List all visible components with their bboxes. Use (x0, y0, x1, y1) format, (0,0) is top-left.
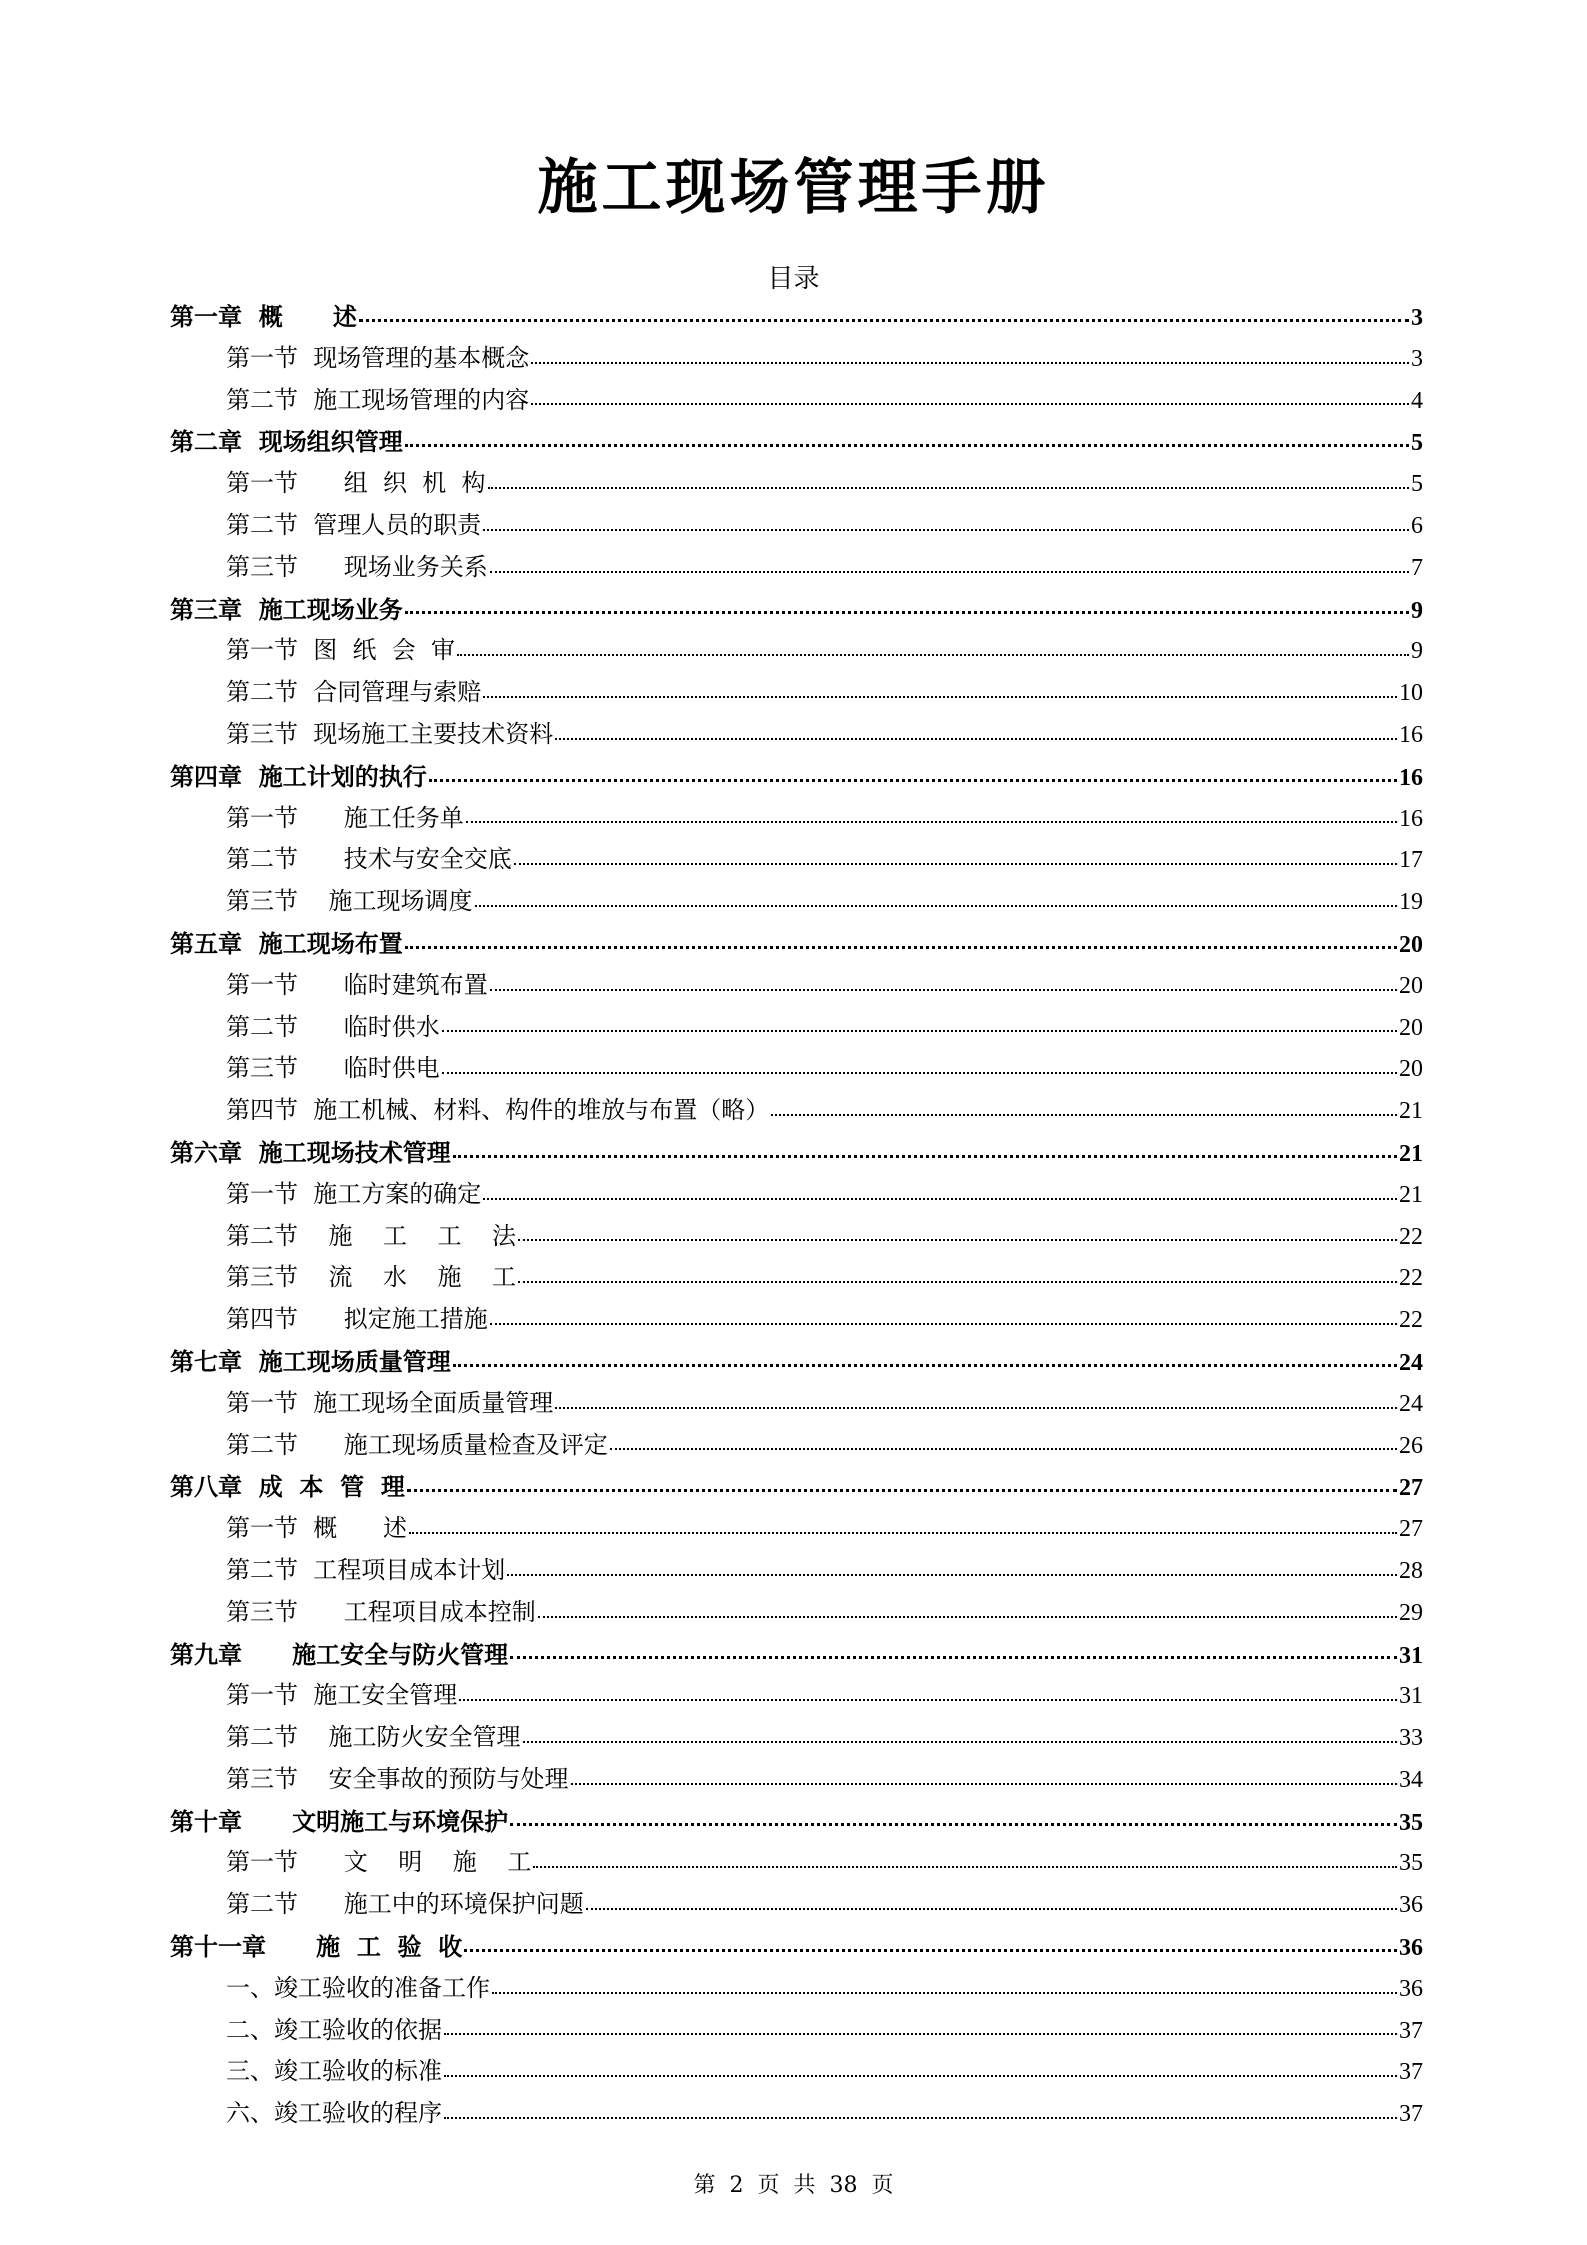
toc-entry-title: 第五章 施工现场布置 (170, 928, 403, 958)
toc-page-number: 33 (1399, 1725, 1423, 1752)
toc-page-number: 29 (1399, 1599, 1423, 1626)
toc-section-entry[interactable] (170, 1968, 1423, 2010)
toc-page-number: 7 (1411, 554, 1423, 581)
toc-section-entry[interactable] (170, 547, 1423, 589)
toc-entry-title: 第一节 图 纸 会 审 (226, 636, 456, 665)
toc-page-number: 10 (1399, 680, 1423, 707)
toc-section-entry[interactable] (170, 338, 1423, 380)
toc-entry-title: 第三章 施工现场业务 (170, 594, 403, 624)
toc-page-number: 36 (1399, 1935, 1423, 1962)
toc-page-number: 26 (1399, 1432, 1423, 1459)
toc-dot-leader (510, 1656, 1397, 1659)
toc-dot-leader (555, 738, 1397, 740)
page-footer: 第 2 页 共 38 页 (693, 2173, 894, 2198)
toc-entry-title: 第二节 合同管理与索赔 (226, 678, 482, 707)
toc-section-entry[interactable] (170, 1257, 1423, 1299)
toc-chapter-entry[interactable] (170, 1926, 1423, 1968)
toc-chapter-entry[interactable] (170, 1132, 1423, 1174)
toc-section-entry[interactable] (170, 1090, 1423, 1132)
toc-chapter-entry[interactable] (170, 421, 1423, 463)
toc-dot-leader (518, 1281, 1397, 1283)
toc-entry-title: 第九章 施工安全与防火管理 (170, 1639, 509, 1669)
toc-entry-title: 第四章 施工计划的执行 (170, 761, 427, 791)
toc-section-entry[interactable] (170, 672, 1423, 714)
toc-dot-leader (533, 1866, 1397, 1868)
toc-page-number: 36 (1399, 1892, 1423, 1919)
toc-entry-title: 第二节 施工现场管理的内容 (226, 385, 530, 414)
toc-page-number: 3 (1411, 305, 1423, 331)
toc-section-entry[interactable] (170, 1216, 1423, 1258)
toc-section-entry[interactable] (170, 965, 1423, 1007)
toc-entry-title: 第三节 工程项目成本控制 (226, 1597, 536, 1626)
toc-entry-title: 第四节 拟定施工措施 (226, 1305, 488, 1334)
toc-entry-title: 第八章 成 本 管 理 (170, 1472, 405, 1502)
toc-page-number: 21 (1399, 1098, 1423, 1125)
toc-page-number: 20 (1399, 972, 1423, 999)
toc-page-number: 17 (1399, 847, 1423, 874)
toc-entry-title: 第七章 施工现场质量管理 (170, 1346, 451, 1376)
toc-section-entry[interactable] (170, 630, 1423, 672)
toc-section-entry[interactable] (170, 881, 1423, 923)
toc-page-number: 16 (1399, 721, 1423, 748)
toc-section-entry[interactable] (170, 1425, 1423, 1467)
toc-entry-title: 第一节 组 织 机 构 (226, 469, 486, 498)
toc-section-entry[interactable] (170, 380, 1423, 422)
toc-entry-title: 第二节 管理人员的职责 (226, 510, 482, 539)
toc-section-entry[interactable] (170, 1299, 1423, 1341)
toc-dot-leader (488, 487, 1409, 489)
toc-dot-leader (514, 863, 1397, 865)
toc-page-number: 37 (1399, 2017, 1423, 2044)
toc-entry-title: 第二章 现场组织管理 (170, 427, 403, 457)
document-title: 施工现场管理手册 (537, 153, 1050, 223)
toc-chapter-entry[interactable] (170, 1801, 1423, 1843)
toc-page-number: 22 (1399, 1307, 1423, 1334)
toc-section-entry[interactable] (170, 714, 1423, 756)
toc-entry-title: 第一节 临时建筑布置 (226, 970, 488, 999)
table-of-contents (170, 296, 1423, 2135)
toc-page-number: 19 (1399, 889, 1423, 916)
toc-page-number: 34 (1399, 1766, 1423, 1793)
toc-section-entry[interactable] (170, 2010, 1423, 2052)
toc-page-number: 31 (1399, 1683, 1423, 1710)
toc-entry-title: 三、竣工验收的标准 (226, 2057, 442, 2086)
toc-section-entry[interactable] (170, 1383, 1423, 1425)
toc-page-number: 22 (1399, 1223, 1423, 1250)
toc-page-number: 37 (1399, 2101, 1423, 2128)
toc-entry-title: 第二节 技术与安全交底 (226, 845, 512, 874)
toc-dot-leader (475, 905, 1397, 907)
toc-entry-title: 第三节 现场业务关系 (226, 552, 488, 581)
toc-entry-title: 第二节 施工现场质量检查及评定 (226, 1430, 608, 1459)
toc-page-number: 5 (1411, 471, 1423, 498)
toc-entry-title: 第三节 施工现场调度 (226, 887, 473, 916)
toc-dot-leader (442, 1072, 1397, 1074)
toc-section-entry[interactable] (170, 1884, 1423, 1926)
toc-dot-leader (359, 319, 1409, 322)
toc-page-number: 24 (1399, 1349, 1423, 1376)
toc-page-number: 20 (1399, 1056, 1423, 1083)
toc-page-number: 9 (1411, 597, 1423, 624)
toc-entry-title: 第二节 临时供水 (226, 1012, 440, 1041)
toc-entry-title: 第一节 施工任务单 (226, 803, 464, 832)
toc-dot-leader (407, 1489, 1397, 1492)
toc-section-entry[interactable] (170, 1592, 1423, 1634)
toc-dot-leader (490, 1323, 1397, 1325)
toc-page-number: 35 (1399, 1809, 1423, 1836)
toc-dot-leader (466, 821, 1397, 823)
toc-entry-title: 第二节 施工防火安全管理 (226, 1723, 521, 1752)
toc-dot-leader (518, 1239, 1397, 1241)
toc-dot-leader (771, 1114, 1397, 1116)
toc-entry-title: 第四节 施工机械、材料、构件的堆放与布置（略） (226, 1096, 770, 1125)
toc-dot-leader (405, 946, 1397, 949)
toc-page-number: 16 (1399, 764, 1423, 791)
toc-page-number: 22 (1399, 1265, 1423, 1292)
toc-entry-title: 第一节 施工安全管理 (226, 1681, 458, 1710)
toc-entry-title: 第一节 概 述 (226, 1514, 408, 1543)
toc-dot-leader (483, 529, 1409, 531)
toc-dot-leader (483, 1198, 1397, 1200)
toc-dot-leader (444, 2117, 1397, 2119)
toc-dot-leader (405, 611, 1409, 614)
toc-page-number: 21 (1399, 1140, 1423, 1167)
toc-dot-leader (523, 1741, 1397, 1743)
toc-page-number: 20 (1399, 1014, 1423, 1041)
toc-dot-leader (483, 696, 1397, 698)
toc-section-entry[interactable] (170, 798, 1423, 840)
toc-entry-title: 一、竣工验收的准备工作 (226, 1973, 490, 2002)
toc-page-number: 28 (1399, 1557, 1423, 1584)
toc-page-number: 35 (1399, 1850, 1423, 1877)
toc-entry-title: 第一节 文 明 施 工 (226, 1848, 532, 1877)
toc-dot-leader (490, 989, 1397, 991)
toc-entry-title: 第二节 施工中的环境保护问题 (226, 1890, 584, 1919)
toc-chapter-entry[interactable] (170, 1341, 1423, 1383)
toc-entry-title: 第二节 工程项目成本计划 (226, 1555, 506, 1584)
toc-page-number: 6 (1411, 512, 1423, 539)
toc-entry-title: 二、竣工验收的依据 (226, 2015, 442, 2044)
toc-dot-leader (490, 571, 1409, 573)
toc-chapter-entry[interactable] (170, 923, 1423, 965)
toc-page-number: 4 (1411, 387, 1423, 414)
toc-page-number: 5 (1411, 430, 1423, 457)
toc-dot-leader (531, 403, 1409, 405)
toc-section-entry[interactable] (170, 1717, 1423, 1759)
toc-heading: 目录 (767, 264, 820, 294)
toc-entry-title: 第三节 现场施工主要技术资料 (226, 719, 554, 748)
toc-page-number: 20 (1399, 931, 1423, 958)
toc-chapter-entry[interactable] (170, 589, 1423, 631)
toc-page-number: 16 (1399, 805, 1423, 832)
toc-page-number: 27 (1399, 1516, 1423, 1543)
toc-section-entry[interactable] (170, 1508, 1423, 1550)
toc-page-number: 24 (1399, 1390, 1423, 1417)
toc-section-entry[interactable] (170, 839, 1423, 881)
toc-entry-title: 第一节 施工方案的确定 (226, 1179, 482, 1208)
toc-dot-leader (444, 2033, 1397, 2035)
toc-section-entry[interactable] (170, 1842, 1423, 1884)
toc-entry-title: 第一节 现场管理的基本概念 (226, 343, 530, 372)
toc-page-number: 36 (1399, 1975, 1423, 2002)
toc-dot-leader (453, 1364, 1397, 1367)
toc-entry-title: 第三节 临时供电 (226, 1054, 440, 1083)
toc-dot-leader (507, 1574, 1397, 1576)
toc-section-entry[interactable] (170, 1048, 1423, 1090)
toc-dot-leader (444, 2075, 1397, 2077)
toc-entry-title: 第十章 文明施工与环境保护 (170, 1806, 509, 1836)
toc-dot-leader (429, 779, 1397, 782)
toc-dot-leader (453, 1155, 1397, 1158)
toc-page-number: 31 (1399, 1642, 1423, 1669)
toc-section-entry[interactable] (170, 1675, 1423, 1717)
toc-dot-leader (555, 1407, 1397, 1409)
toc-entry-title: 第一节 施工现场全面质量管理 (226, 1388, 554, 1417)
toc-dot-leader (538, 1616, 1397, 1618)
toc-dot-leader (610, 1448, 1397, 1450)
toc-dot-leader (405, 444, 1409, 447)
toc-section-entry[interactable] (170, 463, 1423, 505)
toc-page-number: 9 (1411, 638, 1423, 665)
toc-entry-title: 第三节 安全事故的预防与处理 (226, 1764, 569, 1793)
toc-chapter-entry[interactable] (170, 1466, 1423, 1508)
toc-section-entry[interactable] (170, 1550, 1423, 1592)
toc-section-entry[interactable] (170, 505, 1423, 547)
toc-dot-leader (510, 1823, 1397, 1826)
toc-dot-leader (464, 1949, 1397, 1952)
toc-dot-leader (586, 1908, 1397, 1910)
toc-entry-title: 第六章 施工现场技术管理 (170, 1137, 451, 1167)
toc-dot-leader (457, 654, 1409, 656)
toc-dot-leader (409, 1532, 1397, 1534)
toc-chapter-entry[interactable] (170, 296, 1423, 338)
toc-dot-leader (492, 1992, 1397, 1994)
toc-entry-title: 第三节 流 水 施 工 (226, 1263, 517, 1292)
toc-page-number: 37 (1399, 2059, 1423, 2086)
toc-section-entry[interactable] (170, 2051, 1423, 2093)
toc-dot-leader (531, 362, 1409, 364)
toc-entry-title: 六、竣工验收的程序 (226, 2099, 442, 2128)
toc-chapter-entry[interactable] (170, 1634, 1423, 1676)
toc-page-number: 27 (1399, 1475, 1423, 1502)
toc-page-number: 21 (1399, 1181, 1423, 1208)
toc-chapter-entry[interactable] (170, 756, 1423, 798)
toc-entry-title: 第二节 施 工 工 法 (226, 1221, 517, 1250)
toc-entry-title: 第一章 概 述 (170, 302, 357, 331)
toc-dot-leader (442, 1030, 1397, 1032)
toc-page-number: 3 (1411, 345, 1423, 372)
toc-dot-leader (459, 1699, 1397, 1701)
toc-section-entry[interactable] (170, 2093, 1423, 2135)
toc-section-entry[interactable] (170, 1759, 1423, 1801)
toc-section-entry[interactable] (170, 1007, 1423, 1049)
toc-dot-leader (571, 1783, 1397, 1785)
toc-section-entry[interactable] (170, 1174, 1423, 1216)
toc-entry-title: 第十一章 施 工 验 收 (170, 1932, 463, 1962)
